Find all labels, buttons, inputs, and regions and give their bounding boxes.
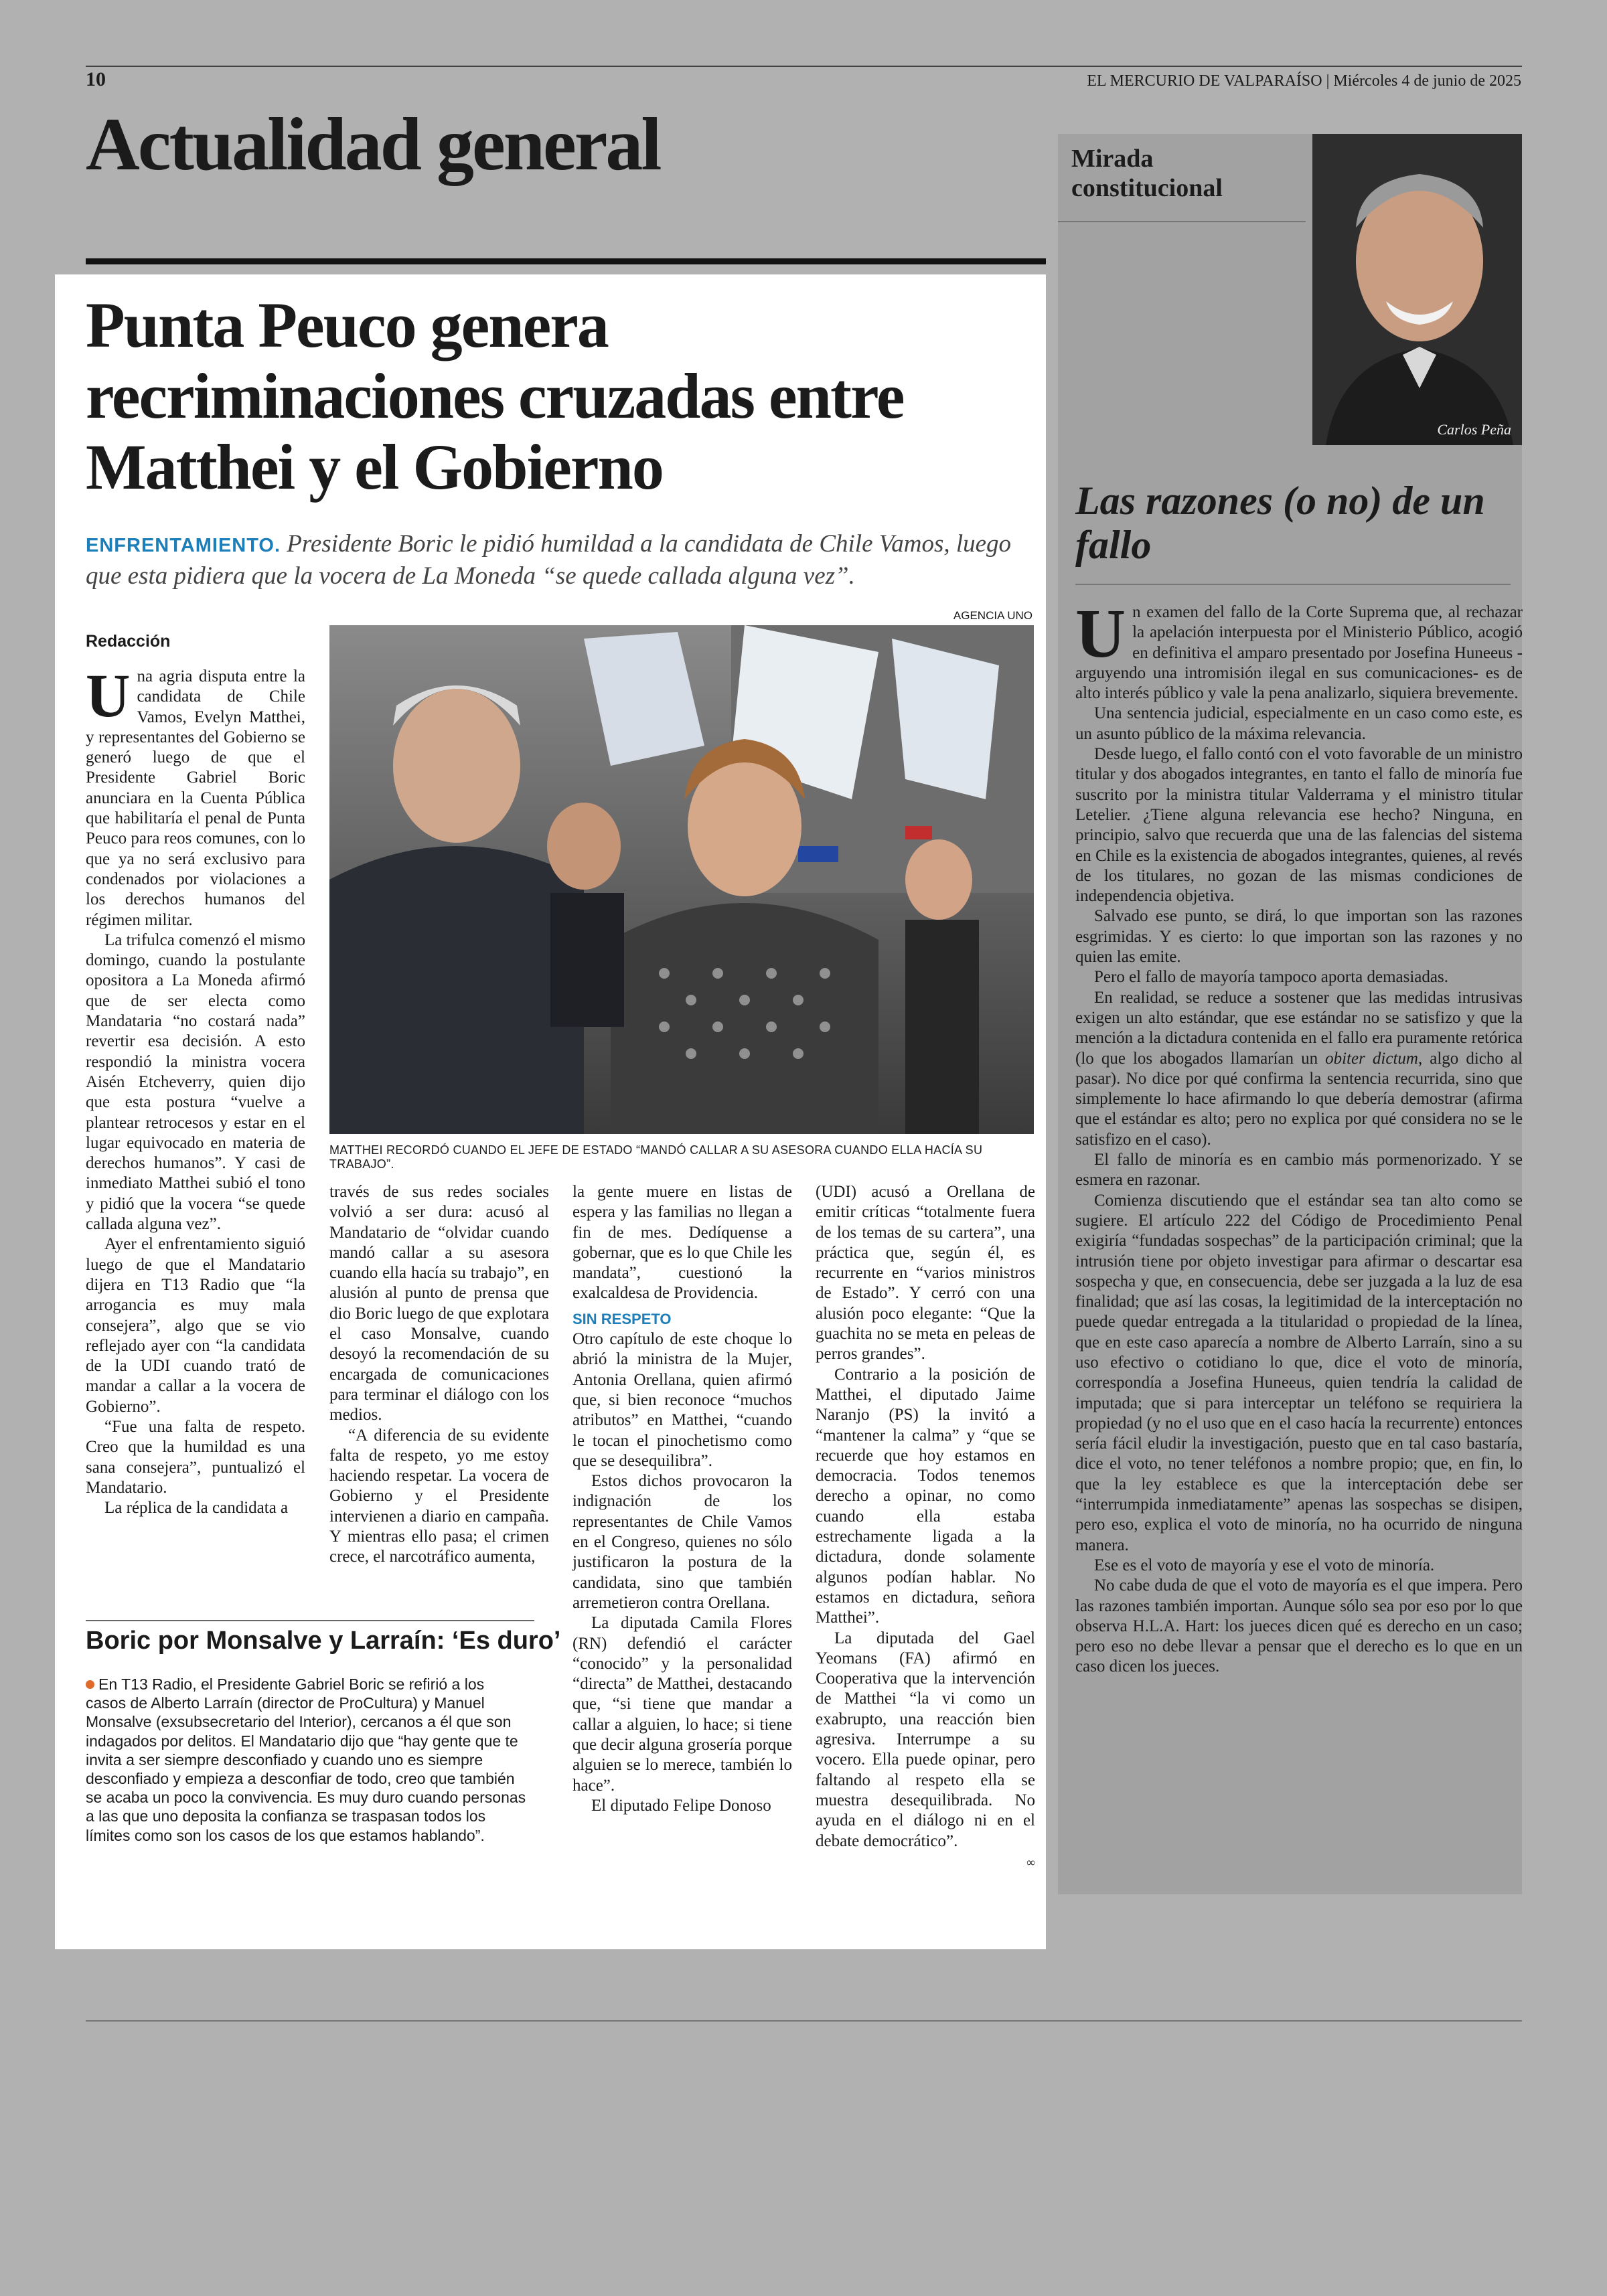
opinion-title: Las razones (o no) de un fallo [1075, 479, 1485, 567]
bullet-icon [86, 1680, 94, 1689]
opinion-paragraph-3: Desde luego, el fallo contó con el voto favorable de un ministro titular y dos abogados integrantes, en tanto el fallo de minoría fue suscrito por la ministra titular Valderrama y el ministro titular Letelier. ¿Tiene alguna relevancia ese hecho? Ninguna, en principio, salvo que recuerda que una de las falencias del sistema en Chile es la existencia de abogados integrantes, quienes, al revés de los titulares, no gozan de las mismas condiciones de independencia objetiva. [1075, 745, 1523, 906]
opinion-paragraph-10: No cabe duda de que el voto de mayoría es el que impera. Pero las razones también importan. Aunque sólo sea por eso por lo que observa H.L.A. Hart: los jueces dicen qué es derecho en un caso; pero eso no debe llevar a pensar que el derecho es lo que en un caso dicen los jueces. [1075, 1576, 1523, 1676]
opinion-paragraph-5: Pero el fallo de mayoría tampoco aporta demasiadas. [1094, 968, 1448, 987]
page-number: 10 [86, 68, 106, 90]
publication-name: EL MERCURIO DE VALPARAÍSO [1087, 72, 1322, 90]
article-column-2 [329, 1182, 549, 1568]
opinion-paragraph-6a: En realidad, se reduce a sostener que las medidas intrusivas exigen un alto estándar, que ese estándar no se satisfizo y que la mención a la dictadura contenida en el fallo era puramente retórica (lo que los abogados llamarían un [1075, 988, 1523, 1068]
article-column-1 [86, 661, 305, 1518]
article-kicker: ENFRENTAMIENTO. [86, 535, 281, 556]
col3-paragraph-5: El diputado Felipe Donoso [591, 1796, 771, 1815]
opinion-paragraph-4: Salvado ese punto, se dirá, lo que importan son las razones esgrimidas. Y es cierto: lo que importan son las razones y no quien las emite. [1075, 907, 1523, 967]
author-name: Carlos Peña [1437, 421, 1511, 438]
col3-paragraph-3: Estos dichos provocaron la indignación de los representantes de Chile Vamos en el Congreso, quienes no sólo justificaron la postura de la candidata, sino que también arremetieron contra Orellana. [572, 1472, 792, 1612]
col2-paragraph-2: “A diferencia de su evidente falta de respeto, yo me estoy haciendo respetar. La vocera de Gobierno y el Presidente intervienen a diario en campaña. Y mientras ello pasa; el crimen crece, el narcotráfico aumenta, [329, 1426, 549, 1566]
publication-header: EL MERCURIO DE VALPARAÍSO | Miércoles 4 de junio de 2025 [1087, 72, 1521, 90]
byline: Redacción [86, 632, 171, 651]
box-text [86, 1675, 528, 1845]
dropcap: U [86, 661, 131, 730]
box-title: Boric por Monsalve y Larraín: ‘Es duro’ [86, 1627, 561, 1655]
col3-paragraph-1: la gente muere en listas de espera y las familias no llegan a fin de mes. Dedíquense a gobernar, que es lo que Chile les mandata”, cuestionó la exalcaldesa de Providencia. [572, 1183, 792, 1303]
section-title: Actualidad general [86, 103, 660, 186]
article-column-3 [572, 1182, 792, 1816]
article-lead-text: Presidente Boric le pidió humildad a la candidata de Chile Vamos, luego que esta pidiera que la vocera de La Moneda “se quede callada alguna vez”. [86, 530, 1012, 590]
author-portrait [1312, 134, 1522, 445]
opinion-paragraph-8: Comienza discutiendo que el estándar sea tan alto como se sugiere. El artículo 222 del Código de Procedimiento Penal exigiría “fundadas sospechas” de la participación criminal; que la intrusión tiene por objeto investigar para afirmar o descartar esa sospecha y que, en consecuencia, debe ser juzgada a la luz de esa finalidad; que así las cosas, la legitimidad de la interceptación no puede quedar entregada a la titularidad o propiedad de la línea, que en este caso aparecía a nombre de Alberto Larraín, sino a su uso efectivo o cotidiano lo que, dice el voto de minoría, correspondía a Josefina Huneeus, quien tendría la calidad de imputada; que si para interceptar un teléfono se requiriera la propiedad (y no el uso que en el caso hacía la recurrente) entonces sería fácil eludir la investigación, puesto que en tal caso bastaría, dice el voto, no tener teléfonos a nombre propio; que, en fin, lo que la ley establece es que la interceptación debe ser “interrumpida inmediatamente” apenas las sospechas se disipen, pero eso, explica el voto de minoría, no ha ocurrido de ninguna manera. [1075, 1191, 1523, 1554]
opinion-paragraph-6-italic: obiter dictum [1325, 1049, 1418, 1068]
col4-paragraph-1: (UDI) acusó a Orellana de emitir críticas “totalmente fuera de los temas de su cartera”, una práctica que, según él, es recurrente en “varios ministros de Estado”. Y cerró con una alusión poco elegante: “Que la guachita no se meta en peleas de perros grandes”. [816, 1183, 1035, 1364]
opinion-dropcap: U [1075, 595, 1126, 672]
col1-paragraph-4: “Fue una falta de respeto. Creo que la humildad es una sana consejera”, puntualizó el Mandatario. [86, 1417, 305, 1497]
col2-paragraph-1: través de sus redes sociales volvió a ser dura: acusó al Mandatario de “olvidar cuando mandó callar a su asesora cuando ella hacía su trabajo”, en alusión al punto de prensa que dio Boric luego de que explotara el caso Monsalve, cuando desoyó la recomendación de su encargada de comunicaciones para terminar el diálogo con los medios. [329, 1183, 549, 1424]
article-lead [86, 529, 1037, 592]
opinion-paragraph-7: El fallo de minoría es en cambio más pormenorizado. Y se esmera en razonar. [1075, 1151, 1523, 1190]
article-column-4 [816, 1182, 1035, 1872]
photo-credit: AGENCIA UNO [953, 609, 1032, 622]
col4-paragraph-3: La diputada del Gael Yeomans (FA) afirmó en Cooperativa que la intervención de Matthei “la vi como un exabrupto, una reacción bien agresiva. Interrumpe a su vocero. Ella puede opinar, pero faltando al respeto ella se muestra desequilibrada. No ayuda en el diálogo ni en el debate democrático”. [816, 1629, 1035, 1850]
publication-date: Miércoles 4 de junio de 2025 [1333, 72, 1521, 90]
column-name: Mirada constitucional [1071, 145, 1223, 202]
opinion-paragraph-2: Una sentencia judicial, especialmente en un caso como este, es un asunto público de la máxima relevancia. [1075, 704, 1523, 743]
col3-paragraph-2: Otro capítulo de este choque lo abrió la ministra de la Mujer, Antonia Orellana, quien afirmó que, si bien reconoce “muchos atributos” en Matthei, “cuando le tocan el pinochetismo como que se desequilibra”. [572, 1330, 792, 1470]
photo-illustration [329, 625, 1034, 1134]
opinion-paragraph-6 [1075, 988, 1523, 1150]
col4-paragraph-2: Contrario a la posición de Matthei, el diputado Jaime Naranjo (PS) la invitó a “mantener la calma” y “que se recuerde que hoy estamos en democracia. Todos tenemos derecho a opinar, no como cuando ella estaba estrechamente ligada a la dictadura, donde solamente algunos podían hablar. No estamos en dictadura, señora Matthei”. [816, 1365, 1035, 1627]
photo-caption: MATTHEI RECORDÓ CUANDO EL JEFE DE ESTADO “MANDÓ CALLAR A SU ASESORA CUANDO ELLA HACÍA SU TRABAJO”. [329, 1143, 983, 1171]
col1-paragraph-2: La trifulca comenzó el mismo domingo, cuando la postulante opositora a La Moneda afirmó que de ser electa como Mandataria “no costará nada” revertir esa decisión. A esto respondió la ministra vocera Aisén Etcheverry, quien dijo que esta postura “vuelve a plantear retrocesos y estar en el lugar equivocado en materia de derechos humanos”. Y casi de inmediato Matthei subió el tono y pidió que la vocera “se quede callada alguna vez”. [86, 930, 305, 1234]
subhead-sin-respeto: SIN RESPETO [572, 1310, 672, 1327]
end-mark-icon: ∞ [1026, 1855, 1035, 1869]
headline-rule [86, 258, 1046, 264]
opinion-body [1075, 595, 1523, 1677]
portrait-illustration [1312, 134, 1522, 445]
col3-paragraph-4: La diputada Camila Flores (RN) defendió el carácter “conocido” y la personalidad “directa” de Matthei, destacando que, “si tiene que mandar a callar a alguien, lo hace; si tiene que decir alguna grosería porque alguien se lo merece, también lo hace”. [572, 1614, 792, 1795]
article-headline: Punta Peuco genera recriminaciones cruzadas entre Matthei y el Gobierno [86, 289, 904, 503]
col1-paragraph-3: Ayer el enfrentamiento siguió luego de que el Mandatario dijera en T13 Radio que “la arrogancia es muy mala consejera”, algo que se vio reflejado ayer con “la candidata de la UDI cuando trató de mandar a callar a la vocera de Gobierno”. [86, 1235, 305, 1416]
article-photo [329, 625, 1034, 1134]
col1-paragraph-1: na agria disputa entre la candidata de Chile Vamos, Evelyn Matthei, y representantes del Gobierno se generó luego de que el Presidente Gabriel Boric anunciara en la Cuenta Pública que habilitaría el penal de Punta Peuco para reos comunes, con lo que ya no será exclusivo para condenados por violaciones a los derechos humanos del régimen militar. [86, 667, 305, 929]
col1-paragraph-5: La réplica de la candidata a [104, 1499, 289, 1518]
opinion-paragraph-9: Ese es el voto de mayoría y ese el voto de minoría. [1094, 1556, 1435, 1574]
opinion-paragraph-1: n examen del fallo de la Corte Suprema que, al rechazar la apelación interpuesta por el Ministerio Público, acogió en definitiva el amparo presentado por Josefina Huneeus -arguyendo una intromisión ilegal en sus comunicaciones- es de alto interés público y vale la pena analizarlo, siquiera brevemente. [1075, 603, 1523, 703]
box-paragraph: En T13 Radio, el Presidente Gabriel Boric se refirió a los casos de Alberto Larraín (director de ProCultura) y Manuel Monsalve (exsubsecretario del Interior), cercanos a él que son indagados por delitos. El Mandatario dijo que “hay gente que te invita a ser siempre desconfiado y cuando uno es siempre desconfiado y empieza a desconfiar de todo, creo que también se acaba un poco la convivencia. Es muy duro cuando personas a las que uno deposita la confianza se traspasan todos los límites como son los casos de los que estamos hablando”. [86, 1675, 526, 1844]
opinion-paragraph-6b: , algo dicho al pasar). No dice por qué confirma la sentencia recurrida, sino que simplemente lo hace afirmando lo que debería demostrar (afirma que el estándar es alto; pero no explica por qué considera no se le satisfizo en el caso). [1075, 1049, 1523, 1149]
